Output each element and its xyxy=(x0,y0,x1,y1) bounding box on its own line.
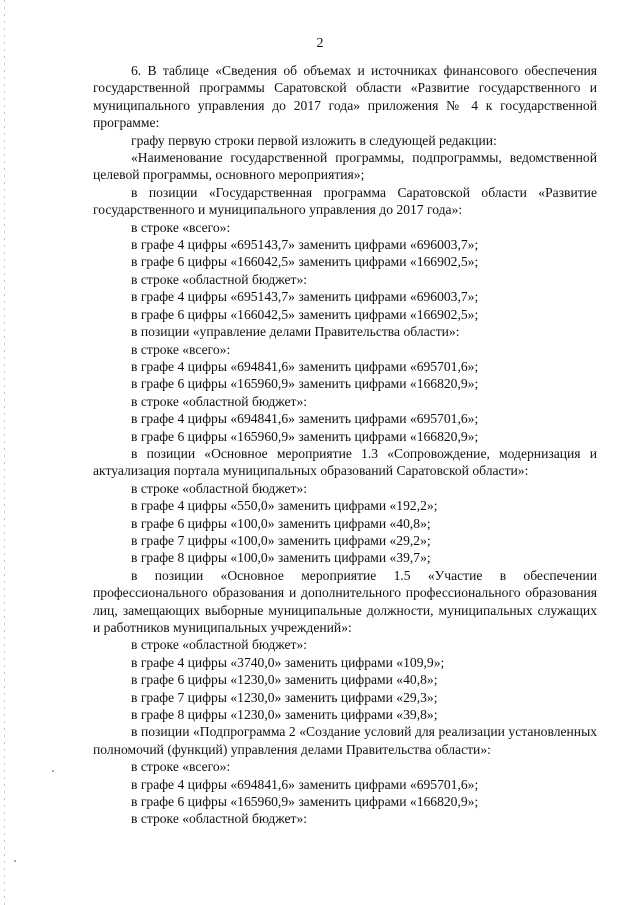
page-number: 2 xyxy=(316,36,324,51)
paragraph: в графе 6 цифры «1230,0» заменить цифрами «40,8»; xyxy=(131,672,438,688)
scan-speck xyxy=(14,860,16,862)
paragraph: в позиции «Подпрограмма 2 «Создание условий для реализации установленных полномочий (функций) управления делами Правительства области»: xyxy=(93,724,597,757)
scan-edge xyxy=(4,0,5,905)
paragraph: в графе 4 цифры «694841,6» заменить цифрами «695701,6»; xyxy=(131,411,479,427)
paragraph: в строке «областной бюджет»: xyxy=(131,271,308,287)
paragraph: в графе 4 цифры «694841,6» заменить цифрами «695701,6»; xyxy=(131,358,479,374)
paragraph: в графе 7 цифры «100,0» заменить цифрами «29,2»; xyxy=(131,532,431,548)
paragraph: в графе 6 цифры «165960,9» заменить цифрами «166820,9»; xyxy=(131,376,479,392)
paragraph: в графе 4 цифры «695143,7» заменить цифрами «696003,7»; xyxy=(131,237,479,253)
paragraph: в строке «всего»: xyxy=(131,759,231,775)
paragraph: в графе 8 цифры «100,0» заменить цифрами «39,7»; xyxy=(131,550,431,566)
paragraph: графу первую строки первой изложить в следующей редакции: xyxy=(131,132,497,148)
paragraph: в позиции «Основное мероприятие 1.3 «Сопровождение, модернизация и актуализация портала муниципальных образований Саратовской области»: xyxy=(93,445,597,479)
paragraph: в строке «областной бюджет»: xyxy=(131,637,308,653)
paragraph: в графе 6 цифры «165960,9» заменить цифрами «166820,9»; xyxy=(131,794,479,810)
paragraph: в графе 6 цифры «166042,5» заменить цифрами «166902,5»; xyxy=(131,254,479,270)
paragraph: 6. В таблице «Сведения об объемах и источниках финансового обеспечения государственной программы Саратовской области «Развитие государственного и муниципального управления до 2017 года» приложения № 4 к государственной программе: xyxy=(93,63,597,131)
paragraph: в графе 6 цифры «166042,5» заменить цифрами «166902,5»; xyxy=(131,306,479,322)
paragraph: в позиции «Основное мероприятие 1.5 «Участие в обеспечении профессионального образования и дополнительного профессионального образования лиц, замещающих выборные муниципальные должности, муниципальных служащих и работников муниципальных учреждений»: xyxy=(93,567,597,635)
paragraph: «Наименование государственной программы, подпрограммы, ведомственной целевой программы, основного мероприятия»; xyxy=(93,150,597,183)
paragraph: в строке «всего»: xyxy=(131,341,231,357)
paragraph: в графе 6 цифры «100,0» заменить цифрами «40,8»; xyxy=(131,515,431,531)
paragraph: в графе 4 цифры «550,0» заменить цифрами «192,2»; xyxy=(131,498,438,514)
paragraph: в строке «всего»: xyxy=(131,219,231,235)
paragraph: в графе 4 цифры «3740,0» заменить цифрами «109,9»; xyxy=(131,654,445,670)
paragraph: в строке «областной бюджет»: xyxy=(131,480,308,496)
paragraph: в строке «областной бюджет»: xyxy=(131,393,308,409)
paragraph: в строке «областной бюджет»: xyxy=(131,811,308,827)
paragraph: в графе 6 цифры «165960,9» заменить цифрами «166820,9»; xyxy=(131,428,479,444)
paragraph: в позиции «управление делами Правительства области»: xyxy=(131,324,460,340)
paragraph: в графе 4 цифры «694841,6» заменить цифрами «695701,6»; xyxy=(131,776,479,792)
scan-speck xyxy=(52,770,54,772)
paragraph: в позиции «Государственная программа Саратовской области «Развитие государственного и муниципального управления до 2017 года»: xyxy=(93,184,597,218)
document-body xyxy=(93,62,597,828)
paragraph: в графе 8 цифры «1230,0» заменить цифрами «39,8»; xyxy=(131,707,438,723)
paragraph: в графе 7 цифры «1230,0» заменить цифрами «29,3»; xyxy=(131,689,438,705)
paragraph: в графе 4 цифры «695143,7» заменить цифрами «696003,7»; xyxy=(131,289,479,305)
